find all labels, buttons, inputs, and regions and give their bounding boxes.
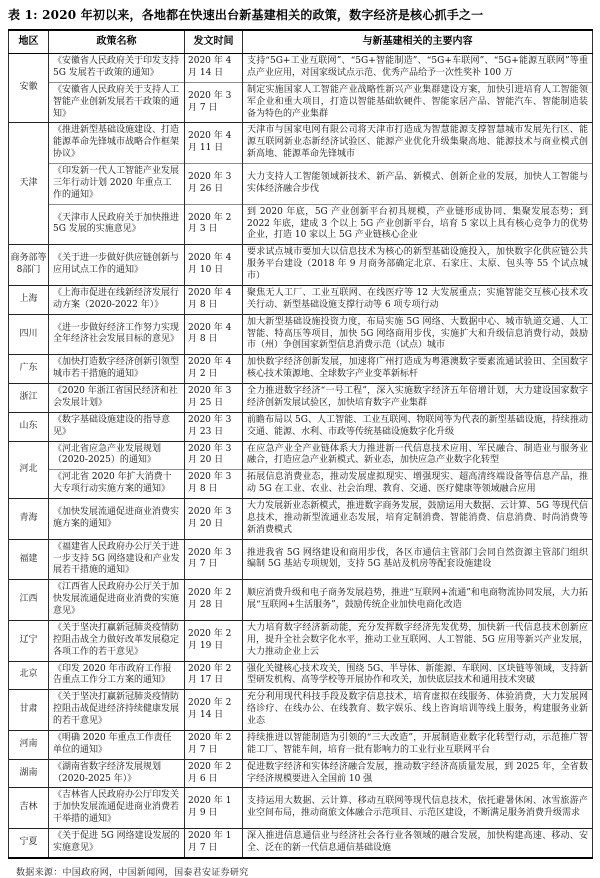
date-cell: 2020 年 2 月 6 日 <box>185 759 243 788</box>
table-row <box>9 123 593 164</box>
date-cell: 2020 年 2 月 7 日 <box>185 730 243 759</box>
table-row <box>9 314 593 355</box>
policy-cell: 《印发新一代人工智能产业发展三年行动计划 2020 年重点工作的通知》 <box>49 164 185 205</box>
policy-cell: 《安徽省人民政府关于印发支持 5G 发展若干政策的通知》 <box>49 54 185 83</box>
page-title: 表 1: 2020 年初以来，各地都在快速出台新基建相关的政策，数字经济是核心抓手之一 <box>8 8 484 22</box>
region-cell: 甘肃 <box>9 690 49 731</box>
region-cell: 江西 <box>9 580 49 621</box>
content-cell: 加快数字经济创新发展，加速将广州打造成为粤港澳数字要素流通试验田、全国数字核心技术策源地、全球数字产业变革新标杆 <box>243 355 593 384</box>
table-row <box>9 204 593 245</box>
content-cell: 持续推进以智能制造为引领的“三大改造”，开展制造业数字化转型行动，示范推广智能工厂、智能车间，培育一批有影响力的工业行业互联网平台 <box>243 730 593 759</box>
content-cell: 支持“5G+工业互联网”、“5G+智能制造”、“5G+车联网”、“5G+能源互联网”等重点产业应用，对国家级试点示范、优秀产品给予一次性奖补 100 万 <box>243 54 593 83</box>
table-row <box>9 499 593 540</box>
policy-cell: 《上海市促进在线新经济发展行动方案（2020-2022 年）》 <box>49 285 185 314</box>
table-row <box>9 470 593 499</box>
table-row <box>9 355 593 384</box>
table-row <box>9 539 593 580</box>
date-cell: 2020 年 3 月 8 日 <box>185 470 243 499</box>
content-cell: 促进数字经济和实体经济融合发展，推动数字经济高质量发展，到 2025 年，全省数字经济规模要进入全国前 10 强 <box>243 759 593 788</box>
content-cell: 推进我省 5G 网络建设和商用步伐，各区市通信主管部门会同自然资源主管部门组织编制 5G 基站专项规划，支持 5G 基站及机房等配套设施建设 <box>243 539 593 580</box>
table-row <box>9 164 593 205</box>
date-cell: 2020 年 4 月 11 日 <box>185 123 243 164</box>
region-cell: 浙江 <box>9 384 49 413</box>
content-cell: 顺应消费升级和电子商务发展趋势，推进“互联网+流通”和电商物流协同发展，大力拓展“互联网+生活服务”，鼓励传统企业加快电商化改造 <box>243 580 593 621</box>
date-cell: 2020 年 1 月 9 日 <box>185 788 243 829</box>
date-cell: 2020 年 4 月 14 日 <box>185 54 243 83</box>
table-header-row <box>9 30 593 54</box>
policy-cell: 《河北省 2020 年扩大消费十大专项行动实施方案的通知》 <box>49 470 185 499</box>
content-cell: 充分利用现代科技手段及数字信息技术，培育虚拟在线服务、体验消费，大力发展网络诊疗、在线办公、在线教育、数字娱乐、线上咨询培训等线上服务，构建服务业新业态 <box>243 690 593 731</box>
policy-cell: 《数字基础设施建设的指导意见》 <box>49 412 185 441</box>
policy-cell: 《吉林省人民政府办公厅印发关于加快发展流通促进商业消费若干举措的通知》 <box>49 788 185 829</box>
region-cell: 河北 <box>9 441 49 499</box>
region-cell: 湖南 <box>9 759 49 788</box>
policy-cell: 《江西省人民政府办公厅关于加快发展流通促进商业消费的实施意见》 <box>49 580 185 621</box>
date-cell: 2020 年 2 月 19 日 <box>185 620 243 661</box>
content-cell: 大力发展新业态新模式，推进数字商务发展，鼓励运用大数据、云计算、5G 等现代信息技术，推动新型流通业态发展，培育定制消费、智能消费、信息消费、时尚消费等新消费模式 <box>243 499 593 540</box>
table-header-policy: 政策名称 <box>49 30 185 54</box>
policy-cell: 《安徽省人民政府关于支持人工智能产业创新发展若干政策的通知》 <box>49 82 185 123</box>
date-cell: 2020 年 2 月 3 日 <box>185 204 243 245</box>
table-row <box>9 245 593 286</box>
content-cell: 聚焦无人工厂、工业互联网、在线医疗等 12 大发展重点；实施智能交互核心技术攻关行动、新型基础设施支撑行动等 6 项专项行动 <box>243 285 593 314</box>
region-cell: 福建 <box>9 539 49 580</box>
date-cell: 2020 年 4 月 10 日 <box>185 245 243 286</box>
policy-cell: 《关于进一步做好供应链创新与应用试点工作的通知》 <box>49 245 185 286</box>
content-cell: 到 2020 年底，5G 产业创新平台初具规模，产业链形成协同、集聚发展态势；到 2022 年底，建成 3 个以上 5G 产业创新平台，培育 5 家以上具有核心竞争力的优势企业，打造 10 家以上 5G 产业链核心企业 <box>243 204 593 245</box>
table-header-content: 与新基建相关的主要内容 <box>243 30 593 54</box>
table-row <box>9 690 593 731</box>
date-cell: 2020 年 4 月 8 日 <box>185 314 243 355</box>
content-cell: 要求试点城市要加大以信息技术为核心的新型基础设施投入，加快数字化供应链公共服务平台建设（2018 年 9 月商务部确定北京、石家庄、太原、包头等 55 个试点城市） <box>243 245 593 286</box>
table-header-date: 发文时间 <box>185 30 243 54</box>
date-cell: 2020 年 2 月 28 日 <box>185 580 243 621</box>
region-cell: 青海 <box>9 499 49 540</box>
policy-cell: 《加快打造数字经济创新引领型城市若干措施的通知》 <box>49 355 185 384</box>
content-cell: 深入推进信息通信业与经济社会各行业各领域的融合发展，加快构建高速、移动、安全、泛在的新一代信息通信基础设施 <box>243 829 593 858</box>
region-cell: 广东 <box>9 355 49 384</box>
content-cell: 大力培育数字经济新动能，充分发挥数字经济先发优势，加快新一代信息技术创新应用，提升全社会数字化水平，推动工业互联网、人工智能、5G 应用等新兴产业发展，大力推动企业上云 <box>243 620 593 661</box>
date-cell: 2020 年 4 月 2 日 <box>185 355 243 384</box>
table-row <box>9 54 593 83</box>
policy-cell: 《天津市人民政府关于加快推进 5G 发展的实施意见》 <box>49 204 185 245</box>
region-cell: 安徽 <box>9 54 49 123</box>
region-cell: 上海 <box>9 285 49 314</box>
date-cell: 2020 年 3 月 25 日 <box>185 384 243 413</box>
policy-cell: 《推进新型基础设施建设、打造能源革命先锋城市战略合作框架协议》 <box>49 123 185 164</box>
table-row <box>9 412 593 441</box>
date-cell: 2020 年 2 月 17 日 <box>185 661 243 690</box>
content-cell: 在应急产业全产业链体系大力推进新一代信息技术应用、军民融合、制造业与服务业融合，打造应急产业新模式、新业态，加快应急产业数字化转型 <box>243 441 593 470</box>
table-body <box>9 54 593 858</box>
date-cell: 2020 年 4 月 8 日 <box>185 285 243 314</box>
region-cell: 山东 <box>9 412 49 441</box>
content-cell: 天津市与国家电网有限公司将天津市打造成为智慧能源支撑智慧城市发展先行区、能源互联网新业态新经济试验区、能源产业优化升级集聚高地、能源技术与商业模式创新高地、能源革命先锋城市 <box>243 123 593 164</box>
table-row <box>9 829 593 858</box>
table-row <box>9 730 593 759</box>
date-cell: 2020 年 3 月 23 日 <box>185 412 243 441</box>
policy-cell: 《关于促进 5G 网络建设发展的实施意见》 <box>49 829 185 858</box>
region-cell: 北京 <box>9 661 49 690</box>
policy-cell: 《印发 2020 年市政府工作报告重点工作分工方案的通知》 <box>49 661 185 690</box>
date-cell: 2020 年 3 月 20 日 <box>185 441 243 470</box>
table-row <box>9 580 593 621</box>
table-row <box>9 620 593 661</box>
region-cell: 商务部等8部门 <box>9 245 49 286</box>
region-cell: 天津 <box>9 123 49 245</box>
policy-cell: 《关于坚决打赢新冠肺炎疫情防控阻击战促进经济持续健康发展的若干意见》 <box>49 690 185 731</box>
policy-cell: 《明确 2020 年重点工作责任单位的通知》 <box>49 730 185 759</box>
content-cell: 强化关键核心技术攻关，围绕 5G、半导体、新能源、车联网、区块链等领域，支持新型研发机构、高等学校等开展协作和攻关，加快底层技术和通用技术突破 <box>243 661 593 690</box>
region-cell: 辽宁 <box>9 620 49 661</box>
date-cell: 2020 年 2 月 14 日 <box>185 690 243 731</box>
policy-cell: 《河北省应急产业发展规划（2020-2025）的通知》 <box>49 441 185 470</box>
date-cell: 2020 年 1 月 7 日 <box>185 829 243 858</box>
date-cell: 2020 年 3 月 7 日 <box>185 539 243 580</box>
policy-cell: 《加快发展流通促进商业消费实施方案的通知》 <box>49 499 185 540</box>
source-note: 数据来源：中国政府网，中国新闻网，国泰君安证券研究 <box>16 867 249 878</box>
table-row <box>9 759 593 788</box>
policy-table <box>8 29 593 859</box>
table-row <box>9 384 593 413</box>
date-cell: 2020 年 3 月 20 日 <box>185 499 243 540</box>
policy-cell: 《进一步做好经济工作努力实现全年经济社会发展目标的意见》 <box>49 314 185 355</box>
policy-cell: 《湖南省数字经济发展规划（2020-2025 年）》 <box>49 759 185 788</box>
content-cell: 加大新型基础设施投资力度，布局实施 5G 网络、大数据中心、城市轨道交通、人工智能、特高压等项目，加快 5G 网络商用步伐，实施扩大和升级信息消费行动，鼓励市（州）争创国家新型信息消费示范（试点）城市 <box>243 314 593 355</box>
policy-cell: 《关于坚决打赢新冠肺炎疫情防控阻击战全力做好改革发展稳定各项工作的若干意见》 <box>49 620 185 661</box>
content-cell: 大力支持人工智能领域新技术、新产品、新模式、创新企业的发展，加快人工智能与实体经济融合步伐 <box>243 164 593 205</box>
table-header-region: 地区 <box>9 30 49 54</box>
policy-cell: 《2020 年浙江省国民经济和社会发展计划》 <box>49 384 185 413</box>
region-cell: 宁夏 <box>9 829 49 858</box>
region-cell: 河南 <box>9 730 49 759</box>
table-row <box>9 441 593 470</box>
content-cell: 制定实施国家人工智能产业战略性新兴产业集群建设方案，加快引进培育人工智能领军企业和重大项目，打造以智能基础软硬件、智能家居产品、智能汽车、智能制造装备为特色的产业集群 <box>243 82 593 123</box>
policy-cell: 《福建省人民政府办公厅关于进一步支持 5G 网络建设和产业发展若干措施的通知》 <box>49 539 185 580</box>
table-row <box>9 285 593 314</box>
content-cell: 全力推进数字经济“一号工程”，深入实施数字经济五年倍增计划，大力建设国家数字经济创新发展试验区，加快培育数字产业集群 <box>243 384 593 413</box>
content-cell: 支持运用大数据、云计算、移动互联网等现代信息技术，依托避暑休闲、冰雪旅游产业空间布局，推动商旅文体融合示范项目、示范区建设，不断满足服务消费升级需求 <box>243 788 593 829</box>
table-row <box>9 661 593 690</box>
region-cell: 四川 <box>9 314 49 355</box>
region-cell: 吉林 <box>9 788 49 829</box>
date-cell: 2020 年 3 月 7 日 <box>185 82 243 123</box>
table-row <box>9 788 593 829</box>
date-cell: 2020 年 3 月 26 日 <box>185 164 243 205</box>
content-cell: 拓展信息消费业态，推动发展虚拟现实、增强现实、超高清终端设备等信息产品，推动 5G 在工业、农业、社会治理、教育、交通、医疗健康等领域融合应用 <box>243 470 593 499</box>
content-cell: 前瞻布局以 5G、人工智能、工业互联网、物联网等为代表的新型基础设施，持续推动交通、能源、水利、市政等传统基础设施数字化升级 <box>243 412 593 441</box>
table-row <box>9 82 593 123</box>
